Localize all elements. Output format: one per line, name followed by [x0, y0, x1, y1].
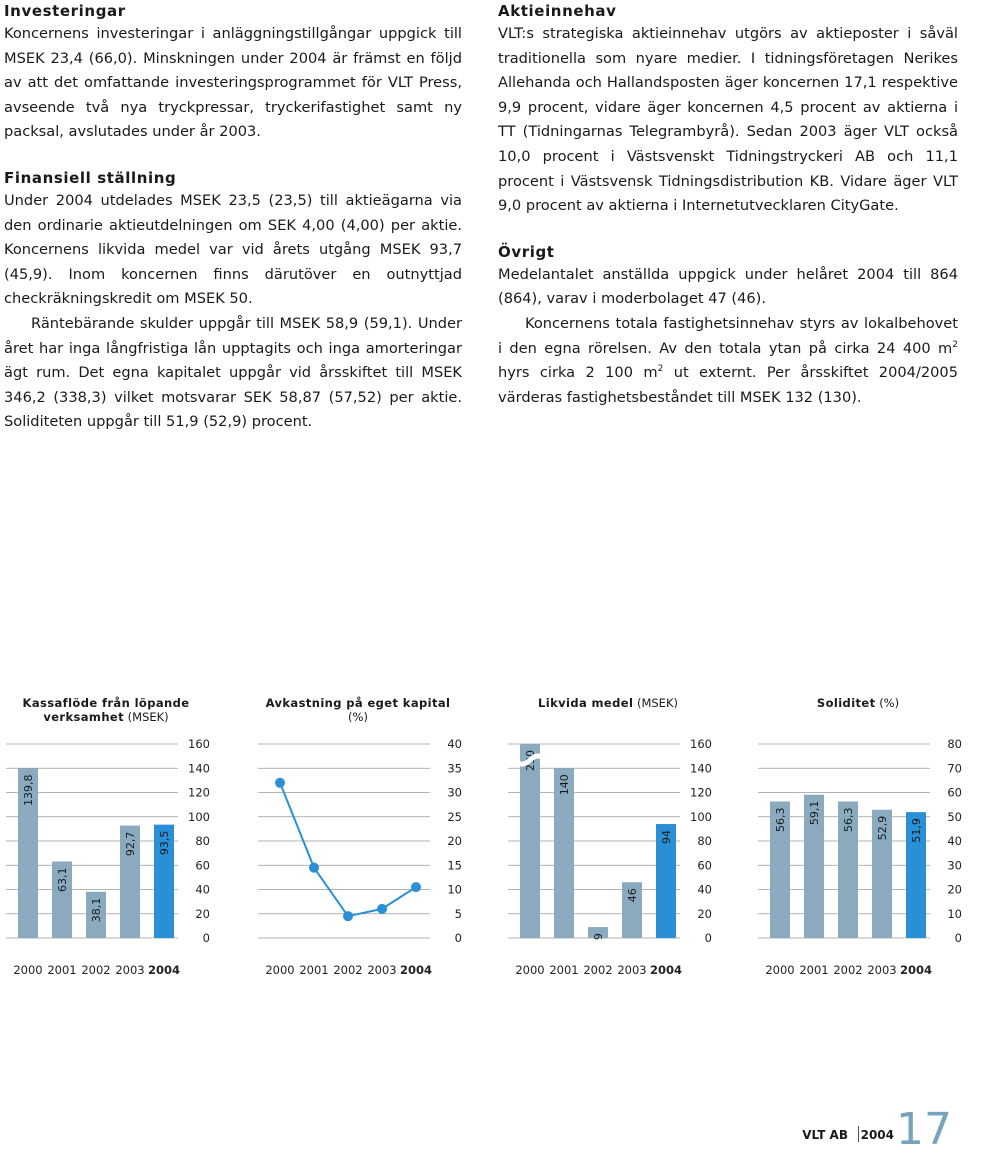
data-label: 140: [558, 774, 571, 796]
section-heading-ovrigt: Övrigt: [498, 242, 555, 261]
data-point: [343, 911, 353, 921]
x-tick-label: 2004: [147, 963, 181, 977]
chart-avkastning: [258, 696, 488, 986]
paragraph-investeringar: Koncernens investeringar i anläggningstillgångar uppgick till MSEK 23,4 (66,0). Minskningen under 2004 är främst en följd av att det omfattande investeringsprogrammet för VLT Press, avseende två nya tryckpressar, tryckerifastighet samt ny packsal, avslutades under år 2003.: [4, 25, 462, 141]
section-heading-investeringar: Investeringar: [4, 2, 126, 20]
data-point: [411, 882, 421, 892]
series-line: [280, 783, 416, 916]
chart-svg-kassaflode: [6, 696, 236, 986]
y-tick-label: 20: [697, 906, 712, 921]
x-tick-label: 2001: [549, 963, 579, 977]
chart-svg-avkastning: [258, 696, 488, 986]
section-heading-finansiell: Finansiell ställning: [4, 168, 177, 187]
data-label: 63,1: [56, 867, 69, 892]
y-tick-label: 0: [202, 931, 210, 945]
y-tick-label: 0: [954, 931, 962, 945]
x-tick-label: 2000: [515, 963, 545, 977]
data-point: [275, 778, 285, 788]
x-tick-label: 2003: [367, 963, 397, 977]
data-label: 46: [626, 888, 639, 903]
chart-soliditet: [758, 696, 988, 986]
x-tick-label: 2000: [265, 963, 295, 977]
x-tick-label: 2004: [899, 963, 933, 977]
y-tick-label: 60: [195, 858, 210, 873]
y-tick-label: 35: [447, 761, 462, 776]
chart-svg-likvida: [508, 696, 738, 986]
paragraph-aktieinnehav: VLT:s strategiska aktieinnehav utgörs av aktieposter i såväl traditionella som nyare medier. I tidningsföretagen Nerikes Allehanda och Hallandsposten äger koncernen 17,1 respektive 9,9 procent, vidare äger koncernen 4,5 procent av aktierna i TT (Tidningarnas Telegrambyrå). Sedan 2003 äger VLT också 10,0 procent i Västsvenskt Tidningstryckeri AB och 11,1 procent i Västsvensk Tidningsdistribution KB. Vidare äger VLT 9,0 procent av aktierna i Internetutvecklaren CityGate.: [498, 25, 958, 215]
y-tick-label: 50: [947, 809, 962, 824]
x-tick-label: 2003: [617, 963, 647, 977]
y-tick-label: 15: [447, 858, 462, 873]
footer-divider: [858, 1126, 859, 1142]
chart-kassaflode: [6, 696, 236, 986]
x-tick-label: 2001: [799, 963, 829, 977]
y-tick-label: 10: [947, 906, 962, 921]
paragraph-finansiell-2: Räntebärande skulder uppgår till MSEK 58,9 (59,1). Under året har inga långfristiga lån upptagits och inga amorteringar ägt rum. Det egna kapitalet uppgår vid årsskiftet till MSEK 346,2 (338,3) vilket motsvarar SEK 58,87 (57,52) per aktie. Soliditeten uppgår till 51,9 (52,9) procent.: [4, 314, 462, 431]
y-tick-label: 70: [947, 761, 962, 776]
y-tick-label: 100: [690, 809, 712, 824]
y-tick-label: 0: [454, 931, 462, 945]
y-tick-label: 20: [195, 906, 210, 921]
x-tick-label: 2004: [399, 963, 433, 977]
data-point: [377, 904, 387, 914]
x-tick-label: 2000: [13, 963, 43, 977]
y-tick-label: 160: [188, 737, 210, 751]
x-tick-label: 2002: [81, 963, 111, 977]
page-footer: [752, 1102, 952, 1155]
y-tick-label: 100: [188, 809, 210, 824]
section-heading-aktieinnehav: Aktieinnehav: [498, 2, 617, 20]
x-tick-label: 2000: [765, 963, 795, 977]
paragraph-finansiell-1: Under 2004 utdelades MSEK 23,5 (23,5) till aktieägarna via den ordinarie aktieutdelningen om SEK 4,00 (4,00) per aktie. Koncernens likvida medel var vid årets utgång MSEK 93,7 (45,9). Inom koncernen finns därutöver en outnyttjad checkräkningskredit om MSEK 50.: [4, 191, 462, 308]
y-tick-label: 0: [704, 931, 712, 945]
data-label: 94: [660, 830, 673, 845]
y-tick-label: 40: [697, 882, 712, 897]
x-tick-label: 2001: [47, 963, 77, 977]
x-tick-label: 2001: [299, 963, 329, 977]
data-label: 139,8: [22, 774, 35, 806]
y-tick-label: 60: [947, 785, 962, 800]
footer-year: 2004: [860, 1128, 894, 1142]
right-column: [498, 0, 958, 410]
axis-break: [514, 756, 546, 764]
y-tick-label: 80: [947, 737, 962, 751]
data-label: 38,1: [90, 897, 103, 923]
y-tick-label: 30: [447, 785, 462, 800]
x-tick-label: 2002: [333, 963, 363, 977]
data-label: 9: [592, 933, 605, 941]
data-label: 51,9: [910, 818, 923, 843]
x-tick-label: 2003: [867, 963, 897, 977]
y-tick-label: 60: [697, 858, 712, 873]
data-label: 92,7: [124, 831, 137, 857]
bar: [520, 744, 540, 938]
data-label: 230: [524, 750, 537, 771]
chart-title-avkastning: Avkastning på eget kapital (%): [265, 696, 451, 724]
y-tick-label: 160: [690, 737, 712, 751]
y-tick-label: 30: [947, 858, 962, 873]
x-tick-label: 2002: [833, 963, 863, 977]
y-tick-label: 25: [447, 809, 462, 824]
data-label: 52,9: [876, 815, 889, 841]
chart-likvida: [508, 696, 738, 986]
y-tick-label: 20: [447, 834, 462, 848]
page-number: 17: [896, 1104, 952, 1155]
y-tick-label: 10: [447, 882, 462, 897]
data-point: [309, 863, 319, 873]
y-tick-label: 40: [947, 834, 962, 848]
y-tick-label: 80: [697, 834, 712, 848]
y-tick-label: 20: [947, 882, 962, 897]
left-column: [4, 0, 462, 435]
chart-title-soliditet: Soliditet (%): [816, 696, 900, 710]
y-tick-label: 120: [188, 785, 210, 800]
y-tick-label: 40: [195, 882, 210, 897]
x-tick-label: 2003: [115, 963, 145, 977]
y-tick-label: 120: [690, 785, 712, 800]
data-label: 56,3: [842, 807, 855, 832]
paragraph-ovrigt-2: Koncernens totala fastighetsinnehav styrs av lokalbehovet i den egna rörelsen. Av den totala ytan på cirka 24 400 $m^2$ hyrs cirka 2 100 $m^2$ ut externt. Per årsskiftet 2004/2005 värderas fastighetsbeståndet till MSEK 132 (130).: [498, 314, 958, 406]
chart-svg-soliditet: [758, 696, 988, 986]
y-tick-label: 140: [188, 761, 210, 776]
y-tick-label: 40: [447, 737, 462, 751]
chart-title-likvida: Likvida medel (MSEK): [538, 696, 678, 710]
x-tick-label: 2004: [649, 963, 683, 977]
y-tick-label: 140: [690, 761, 712, 776]
y-tick-label: 80: [195, 834, 210, 848]
data-label: 93,5: [158, 830, 171, 856]
data-label: 59,1: [808, 800, 821, 826]
data-label: 56,3: [774, 807, 787, 832]
footer-company: VLT AB: [802, 1128, 848, 1142]
x-tick-label: 2002: [583, 963, 613, 977]
chart-title-kassaflode: Kassaflöde från löpande verksamhet (MSEK): [22, 696, 190, 724]
paragraph-ovrigt-1: Medelantalet anställda uppgick under helåret 2004 till 864 (864), varav i moderbolaget 47 (46).: [498, 265, 958, 308]
y-tick-label: 5: [454, 906, 462, 921]
